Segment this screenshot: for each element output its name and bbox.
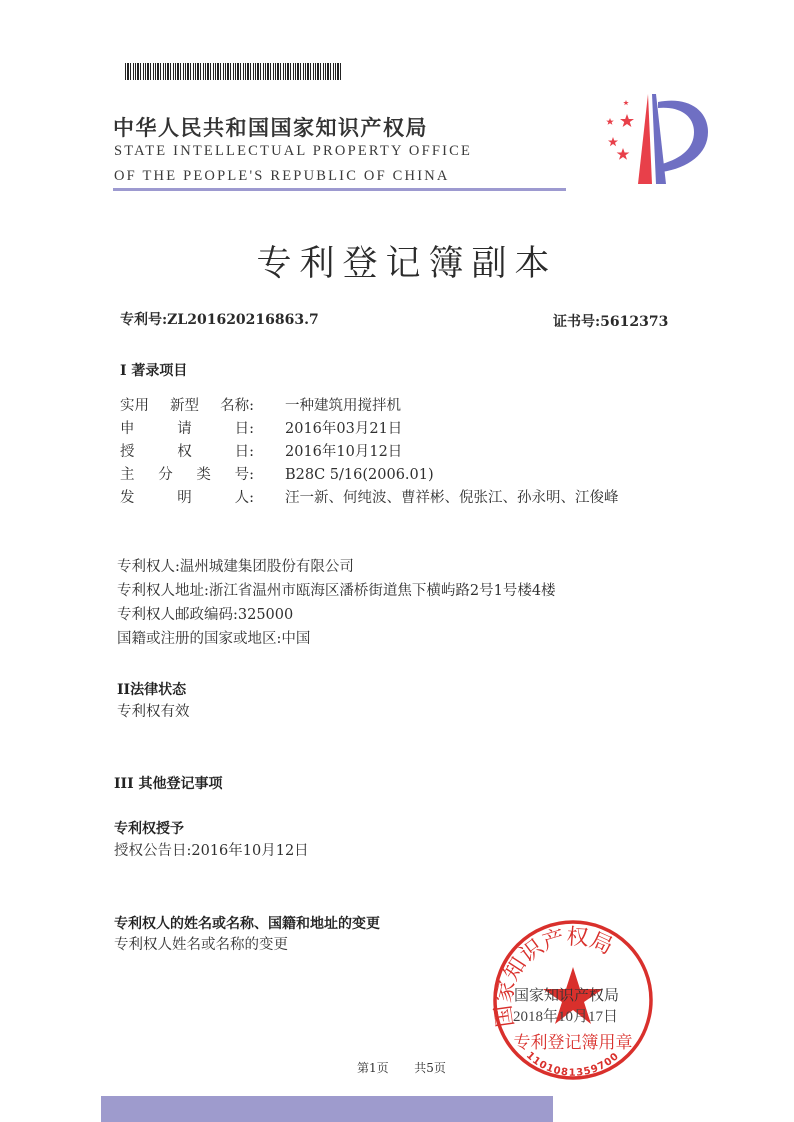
biblio-label — [120, 418, 285, 441]
biblio-row-classification — [120, 464, 680, 487]
section-3-heading: III 其他登记事项 — [114, 776, 223, 792]
section-1-heading: I 著录项目 — [120, 363, 188, 379]
footer-accent-bar — [101, 1096, 553, 1122]
page-current: 第1页 — [357, 1061, 389, 1075]
biblio-label — [120, 395, 285, 418]
label-part: 发 — [120, 490, 135, 506]
biblio-label — [120, 441, 285, 464]
biblio-label — [120, 487, 285, 510]
label-part: 实用 — [120, 398, 149, 414]
seal-overlay-date: 2018年10月17日 — [513, 1009, 619, 1025]
nationality: 国籍或注册的国家或地区:中国 — [117, 631, 311, 647]
certificate-number: 证书号:5612373 — [553, 314, 669, 330]
grant-date: 2016年10月12日 — [285, 444, 403, 460]
filing-date: 2016年03月21日 — [285, 421, 403, 437]
stamp-center-text: 专利登记簿用章 — [513, 1033, 633, 1053]
grant-heading: 专利权授予 — [114, 821, 184, 837]
seal-overlay-org: 国家知识产权局 — [514, 986, 620, 1004]
main-classification: B28C 5/16(2006.01) — [285, 467, 434, 483]
label-part: 分 — [158, 467, 173, 483]
change-item: 专利权人姓名或名称的变更 — [114, 937, 288, 953]
utility-model-name: 一种建筑用搅拌机 — [285, 398, 401, 414]
label-part: 名称: — [220, 398, 254, 414]
org-name-en-line2: OF THE PEOPLE'S REPUBLIC OF CHINA — [114, 168, 450, 184]
sipo-logo-icon — [596, 92, 716, 192]
stamp-ring-text: 国家知识产权局 — [491, 924, 617, 1029]
label-part: 新型 — [170, 398, 200, 414]
label-part: 人: — [234, 490, 254, 506]
biblio-row-inventors — [120, 487, 680, 510]
label-part: 号: — [234, 467, 254, 483]
label-part: 权 — [177, 444, 192, 460]
legal-status: 专利权有效 — [117, 704, 190, 720]
biblio-row-title — [120, 395, 680, 418]
label-part: 主 — [120, 467, 135, 483]
patentee-postcode: 专利权人邮政编码:325000 — [117, 607, 294, 623]
label-part: 请 — [177, 421, 192, 437]
patent-number: 专利号:ZL201620216863.7 — [120, 312, 319, 328]
page-indicator — [357, 1059, 446, 1076]
patentee: 专利权人:温州城建集团股份有限公司 — [117, 559, 354, 575]
barcode-icon — [125, 63, 341, 80]
page-total: 共5页 — [414, 1061, 446, 1075]
biblio-row-filing-date — [120, 418, 680, 441]
biblio-label — [120, 464, 285, 487]
inventors: 汪一新、何纯波、曹祥彬、倪张江、孙永明、江俊峰 — [285, 490, 619, 506]
svg-text:1101081359700 — [524, 1050, 622, 1079]
stamp-serial: 1101081359700 — [523, 1050, 622, 1079]
grant-announcement-date: 授权公告日:2016年10月12日 — [114, 843, 309, 859]
document-title: 专利登记簿副本 — [256, 244, 558, 284]
patentee-address: 专利权人地址:浙江省温州市瓯海区潘桥街道焦下横屿路2号1号楼4楼 — [117, 583, 556, 599]
label-part: 日: — [234, 444, 254, 460]
header-divider — [113, 188, 566, 191]
change-heading: 专利权人的姓名或名称、国籍和地址的变更 — [114, 916, 380, 932]
label-part: 日: — [234, 421, 254, 437]
bibliographic-table — [120, 395, 680, 510]
label-part: 授 — [120, 444, 135, 460]
label-part: 类 — [196, 467, 211, 483]
label-part: 申 — [120, 421, 135, 437]
org-name-cn: 中华人民共和国国家知识产权局 — [113, 115, 428, 140]
org-name-en-line1: STATE INTELLECTUAL PROPERTY OFFICE — [114, 143, 473, 159]
biblio-row-grant-date — [120, 441, 680, 464]
section-2-heading: II法律状态 — [117, 682, 187, 698]
label-part: 明 — [177, 490, 192, 506]
